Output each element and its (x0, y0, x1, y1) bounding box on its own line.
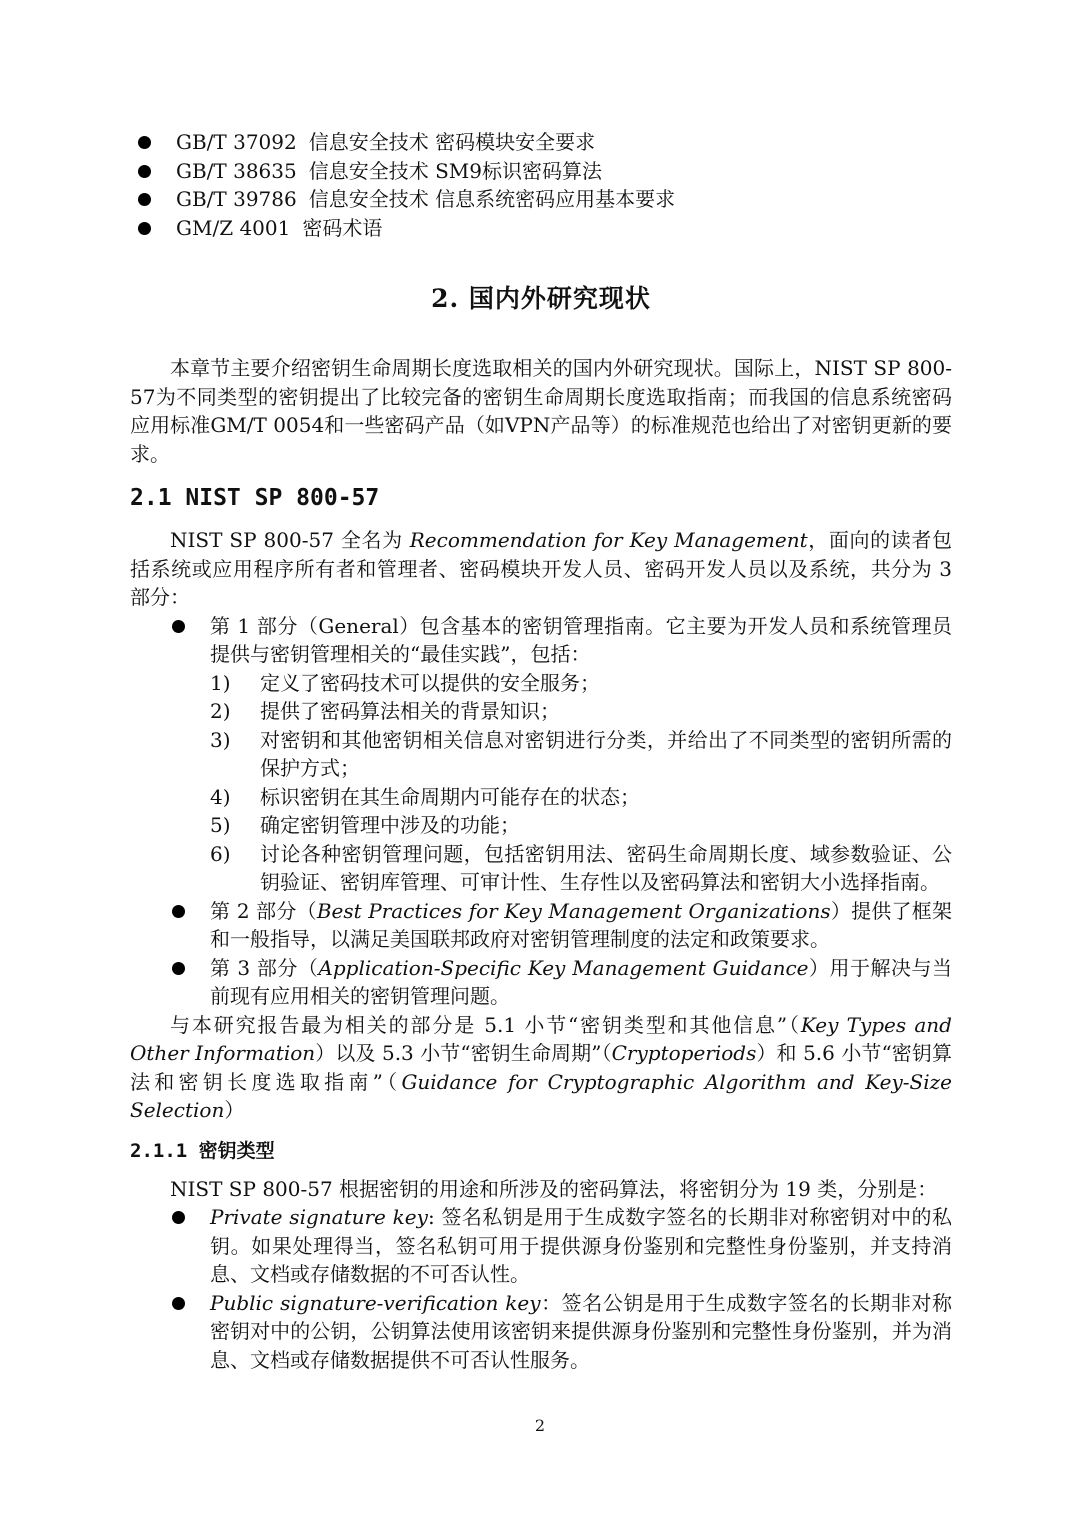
bullet-icon (138, 165, 151, 178)
list-item-part-1 (210, 612, 952, 897)
bullet-icon (172, 962, 185, 975)
item-number: 3) (210, 727, 231, 752)
list-item (176, 128, 952, 157)
text-run: ，面向的读者包括系统或应用程序所有者和管理者、密码模块开发人员、密码开发人员以及系统，共分为 3 部分： (130, 528, 952, 609)
item-text: 标识密钥在其生命周期内可能存在的状态； (260, 784, 640, 809)
text-run: 与本研究报告最为相关的部分是 5.1 小节“密钥类型和其他信息”（ (170, 1012, 801, 1037)
bullet-icon (172, 1297, 185, 1310)
item-text: 提供了密码算法相关的背景知识； (260, 699, 560, 723)
item-text: 对密钥和其他密钥相关信息对密钥进行分类，并给出了不同类型的密钥所需的保护方式； (260, 727, 952, 780)
part-1-items (210, 669, 952, 897)
list-item (210, 811, 952, 840)
item-number: 6) (210, 841, 231, 866)
text-run: ）提供了框架和一般指导，以满足美国联邦政府对密钥管理制度的法定和政策要求。 (210, 898, 952, 951)
standard-title: 信息安全技术 密码模块安全要求 (308, 130, 596, 154)
bullet-icon (172, 620, 185, 633)
list-item (176, 185, 952, 214)
key-type-name: Public signature-verification key (210, 1290, 541, 1315)
standard-code: GB/T 39786 (176, 187, 297, 211)
parts-list (130, 612, 952, 1011)
list-item (176, 157, 952, 186)
subsection-title: 2.1.1 密钥类型 (130, 1139, 275, 1162)
list-item (210, 726, 952, 783)
standard-title: 密码术语 (302, 215, 383, 240)
bullet-icon (138, 136, 151, 149)
text-run: ）用于解决与当前现有应用相关的密钥管理问题。 (210, 955, 952, 1008)
list-item (210, 1289, 952, 1375)
standard-code: GM/Z 4001 (176, 215, 291, 240)
item-text: 定义了密码技术可以提供的安全服务； (260, 670, 600, 695)
item-number: 4) (210, 784, 231, 809)
key-type-description: ：签名公钥是用于生成数字签名的长期非对称密钥对中的公钥，公钥算法使用该密钥来提供源身份鉴别和完整性身份鉴别，并为消息、文档或存储数据提供不可否认性服务。 (210, 1290, 953, 1372)
section-title: 2.1 NIST SP 800-57 (130, 485, 380, 511)
text-run: ）和 5.6 小节“密钥算法和密钥长度选取指南”（ (130, 1041, 952, 1094)
item-number: 5) (210, 813, 231, 837)
text-run: ） (224, 1098, 245, 1122)
italic-term: Key Types and Other Information (130, 1012, 952, 1065)
standard-title: 信息安全技术 信息系统密码应用基本要求 (308, 187, 676, 211)
bullet-icon (172, 905, 185, 918)
text-run: ）以及 5.3 小节“密钥生命周期”（ (315, 1041, 612, 1065)
part-2-title-italic: Best Practices for Key Management Organizations (316, 898, 831, 923)
list-item (210, 697, 952, 726)
list-item (210, 840, 952, 897)
page-content (130, 128, 952, 1374)
text-run: NIST SP 800-57 全名为 (170, 528, 410, 552)
standard-title: 信息安全技术 SM9标识密码算法 (308, 158, 602, 183)
italic-term: Cryptoperiods (611, 1041, 757, 1065)
key-type-name: Private signature key (210, 1205, 428, 1229)
list-item (210, 783, 952, 812)
part-3-title-italic: Application-Specific Key Management Guidance (318, 955, 809, 980)
item-number: 2) (210, 699, 231, 723)
bullet-icon (138, 193, 151, 206)
key-types-list (130, 1203, 952, 1374)
chapter-title: 2. 国内外研究现状 (431, 284, 651, 313)
document-title-italic: Recommendation for Key Management (409, 528, 808, 552)
standards-list (130, 128, 952, 242)
text-run: 第 3 部分（ (210, 955, 319, 980)
list-item (210, 1203, 952, 1289)
text-run: 第 2 部分（ (210, 898, 317, 923)
italic-term: Guidance for Cryptographic Algorithm and Key-Size Selection (130, 1069, 952, 1122)
part-1-text: 第 1 部分（General）包含基本的密钥管理指南。它主要为开发人员和系统管理员提供与密钥管理相关的“最佳实践”，包括： (210, 613, 952, 666)
standard-code: GB/T 38635 (176, 158, 297, 183)
list-item (176, 214, 952, 243)
bullet-icon (172, 1211, 185, 1224)
key-type-description: : 签名私钥是用于生成数字签名的长期非对称密钥对中的私钥。如果处理得当，签名私钥可用于提供源身份鉴别和完整性身份鉴别，并支持消息、文档或存储数据的不可否认性。 (210, 1205, 952, 1286)
list-item (210, 669, 952, 698)
list-item-part-2 (210, 897, 952, 954)
relevant-parts-paragraph (130, 1011, 952, 1125)
item-text: 确定密钥管理中涉及的功能； (260, 813, 520, 837)
item-number: 1) (210, 670, 231, 695)
standard-code: GB/T 37092 (176, 130, 297, 154)
subsection-intro: NIST SP 800-57 根据密钥的用途和所涉及的密码算法，将密钥分为 19 类，分别是： (170, 1176, 938, 1201)
list-item-part-3 (210, 954, 952, 1011)
item-text: 讨论各种密钥管理问题，包括密钥用法、密码生命周期长度、域参数验证、公钥验证、密钥库管理、可审计性、生存性以及密码算法和密钥大小选择指南。 (260, 841, 952, 894)
bullet-icon (138, 222, 151, 235)
chapter-intro: 本章节主要介绍密钥生命周期长度选取相关的国内外研究现状。国际上，NIST SP 800-57为不同类型的密钥提出了比较完备的密钥生命周期长度选取指南；而我国的信息系统密码应用标准GM/T 0054和一些密码产品（如VPN产品等）的标准规范也给出了对密钥更新的要求。 (130, 356, 952, 466)
section-intro (130, 526, 952, 612)
page-number: 2 (534, 1416, 546, 1435)
